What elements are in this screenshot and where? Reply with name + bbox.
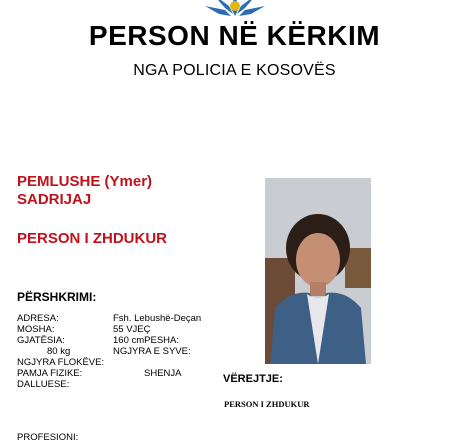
hair-color-label: NGJYRA FLOKËVE: xyxy=(17,357,105,368)
person-status: PERSON I ZHDUKUR xyxy=(17,230,168,247)
police-logo xyxy=(205,0,265,18)
profession-label: PROFESIONI: xyxy=(17,432,79,443)
eye-color-label: NGJYRA E SYVE: xyxy=(113,346,191,357)
page-subtitle: NGA POLICIA E KOSOVËS xyxy=(133,62,336,79)
height-value: 160 cmPESHA: xyxy=(113,335,179,346)
person-photo xyxy=(265,178,371,364)
height-label: GJATËSIA: xyxy=(17,335,65,346)
age-value: 55 VJEÇ xyxy=(113,324,151,335)
page-title: PERSON NË KËRKIM xyxy=(88,20,381,51)
person-name-line1: PEMLUSHE (Ymer) xyxy=(17,173,153,190)
person-photo-illustration xyxy=(265,178,371,364)
address-label: ADRESA: xyxy=(17,313,59,324)
remarks-label: VËREJTJE: xyxy=(223,373,283,385)
appearance-label: PAMJA FIZIKE: xyxy=(17,368,83,379)
age-label: MOSHA: xyxy=(17,324,55,335)
distinct-marks-label: DALLUESE: xyxy=(17,379,70,390)
weight-value: 80 kg xyxy=(47,346,71,357)
person-name-line2: SADRIJAJ xyxy=(17,191,92,208)
remarks-value: PERSON I ZHDUKUR xyxy=(224,399,310,409)
address-value: Fsh. Lebushë-Deçan xyxy=(113,313,202,324)
description-heading: PËRSHKRIMI: xyxy=(17,290,97,304)
marks-label: SHENJA xyxy=(144,368,182,379)
